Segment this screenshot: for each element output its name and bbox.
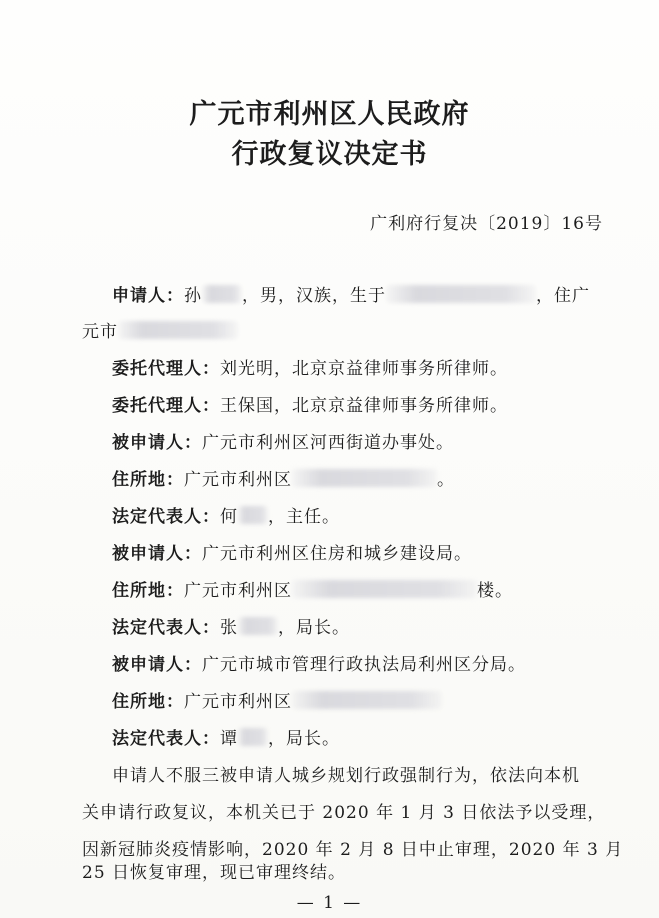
- agent1-text: 刘光明，北京京益律师事务所律师。: [220, 359, 508, 379]
- agent2-line: [112, 394, 508, 418]
- document-number: 广利府行复决〔2019〕16号: [370, 214, 603, 234]
- respondent1-address-line: [112, 468, 455, 492]
- document-title-line1: 广元市利州区人民政府: [189, 99, 470, 130]
- respondent3-label: 被申请人：: [112, 655, 202, 675]
- respondent2-rep-label: 法定代表人：: [112, 618, 220, 638]
- respondent2-address-label: 住所地：: [112, 581, 184, 601]
- applicant-address-prefix: ，住广: [536, 286, 590, 306]
- redacted-address: [118, 321, 238, 339]
- respondent2-rep-line: [112, 616, 350, 640]
- respondent3-line: [112, 653, 526, 677]
- body-line-4: 25 日恢复审理，现已审理终结。: [82, 863, 347, 883]
- respondent1-line: [112, 431, 454, 455]
- redacted-name: [238, 506, 268, 524]
- redacted-address: [292, 580, 477, 598]
- body-line-3: 因新冠肺炎疫情影响，2020 年 2 月 8 日中止审理，2020 年 3 月: [82, 840, 624, 860]
- respondent1-rep-label: 法定代表人：: [112, 507, 220, 527]
- respondent2-text: 广元市利州区住房和城乡建设局。: [202, 544, 472, 564]
- applicant-address: 元市: [82, 322, 118, 342]
- respondent3-address: 广元市利州区: [184, 692, 292, 712]
- agent1-label: 委托代理人：: [112, 359, 220, 379]
- redacted-name: [238, 728, 268, 746]
- respondent3-rep-label: 法定代表人：: [112, 729, 220, 749]
- respondent2-line: [112, 542, 472, 566]
- respondent2-rep-name: 张: [220, 618, 238, 638]
- respondent2-rep-title: ，局长。: [278, 618, 350, 638]
- respondent2-address-end: 楼。: [477, 581, 513, 601]
- redacted-name: [202, 285, 242, 303]
- body-line-2: 关申请行政复议，本机关已于 2020 年 1 月 3 日依法予以受理，: [82, 803, 606, 823]
- agent2-label: 委托代理人：: [112, 396, 220, 416]
- applicant-address-line: [82, 320, 238, 344]
- agent1-line: [112, 357, 508, 381]
- respondent3-text: 广元市城市管理行政执法局利州区分局。: [202, 655, 526, 675]
- redacted-birthdate: [386, 285, 536, 303]
- respondent3-rep-name: 谭: [220, 729, 238, 749]
- applicant-name: 孙: [184, 286, 202, 306]
- applicant-info: ，男，汉族，生于: [242, 286, 386, 306]
- respondent1-address-end: 。: [437, 470, 455, 490]
- redacted-address: [292, 691, 442, 709]
- page-number: — 1 —: [296, 893, 363, 913]
- document-title-line2: 行政复议决定书: [231, 139, 428, 170]
- applicant-line: [112, 284, 590, 308]
- respondent2-address-line: [112, 579, 513, 603]
- body-line-1: 申请人不服三被申请人城乡规划行政强制行为，依法向本机: [112, 766, 580, 786]
- respondent1-label: 被申请人：: [112, 433, 202, 453]
- respondent1-rep-title: ，主任。: [268, 507, 340, 527]
- respondent3-address-label: 住所地：: [112, 692, 184, 712]
- respondent2-address: 广元市利州区: [184, 581, 292, 601]
- respondent3-rep-title: ，局长。: [268, 729, 340, 749]
- redacted-address: [292, 469, 437, 487]
- respondent1-address-label: 住所地：: [112, 470, 184, 490]
- respondent3-address-line: [112, 690, 442, 714]
- applicant-label: 申请人：: [112, 286, 184, 306]
- agent2-text: 王保国，北京京益律师事务所律师。: [220, 396, 508, 416]
- respondent2-label: 被申请人：: [112, 544, 202, 564]
- respondent1-rep-line: [112, 505, 340, 529]
- respondent1-text: 广元市利州区河西街道办事处。: [202, 433, 454, 453]
- respondent1-address: 广元市利州区: [184, 470, 292, 490]
- respondent3-rep-line: [112, 727, 340, 751]
- redacted-name: [238, 617, 278, 635]
- respondent1-rep-name: 何: [220, 507, 238, 527]
